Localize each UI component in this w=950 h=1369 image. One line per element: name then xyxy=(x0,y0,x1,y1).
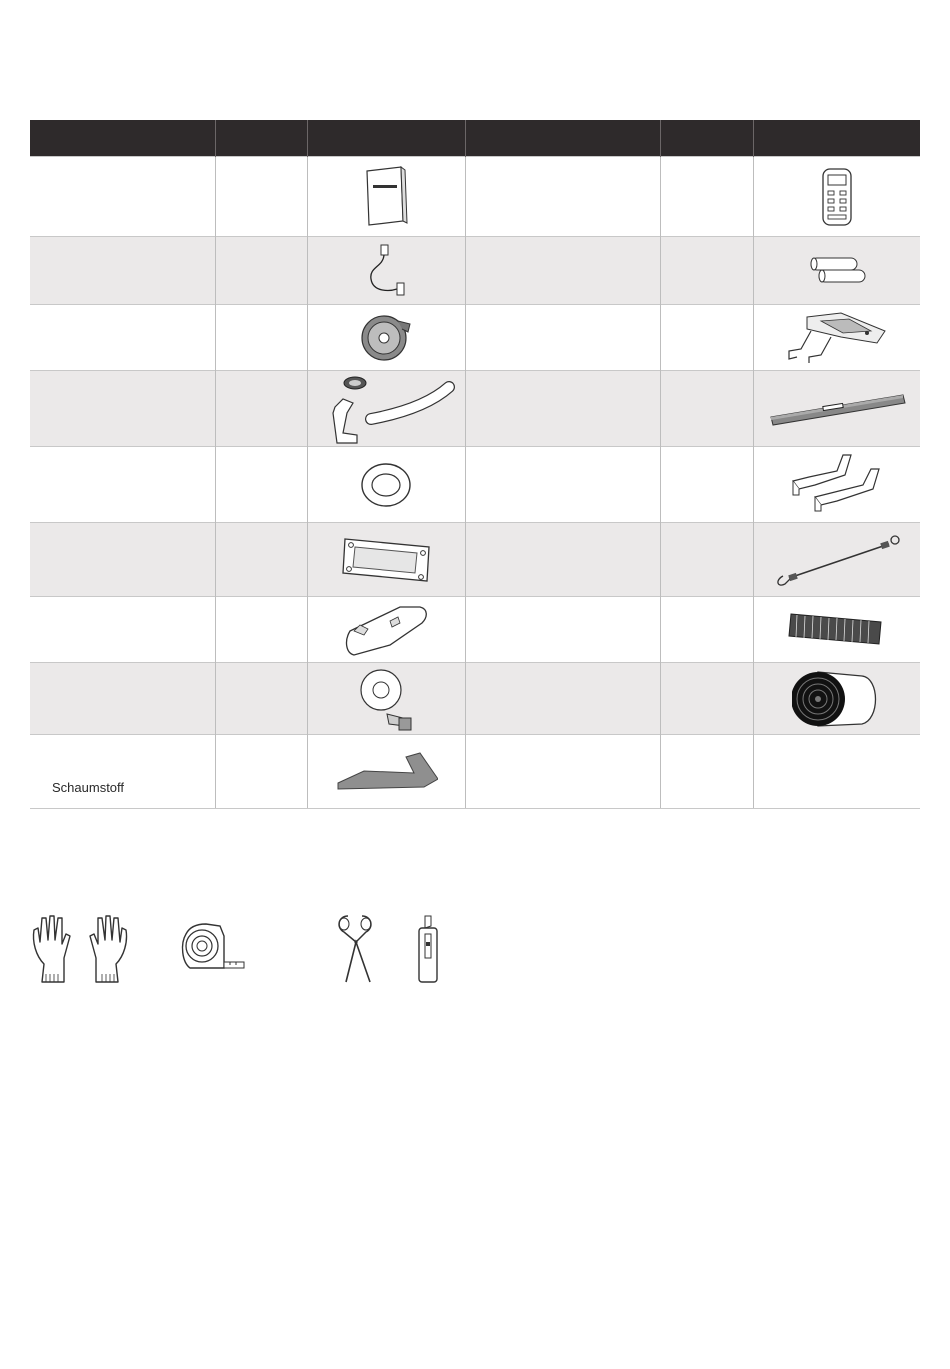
quantity-cell xyxy=(660,735,753,809)
tape-measure-icon xyxy=(180,922,246,978)
window-slider-rail-icon xyxy=(767,387,907,431)
part-image-cell xyxy=(307,597,465,663)
part-name-cell xyxy=(465,447,660,523)
part-name-cell xyxy=(465,157,660,237)
table-row xyxy=(30,237,920,305)
part-image-cell xyxy=(753,447,920,523)
part-name-cell xyxy=(465,371,660,447)
parts-table xyxy=(30,120,920,809)
eye-bolt-washer-icon xyxy=(353,666,419,732)
column-header xyxy=(465,120,660,157)
tape-roll-icon xyxy=(358,312,414,364)
safety-wire-icon xyxy=(771,530,903,590)
part-name-cell xyxy=(465,237,660,305)
cable-icon xyxy=(361,241,411,301)
part-image-cell xyxy=(753,371,920,447)
part-image-cell xyxy=(307,735,465,809)
column-header xyxy=(660,120,753,157)
scissors-icon xyxy=(330,912,380,984)
required-tools xyxy=(30,912,470,992)
foam-strip-icon xyxy=(334,747,438,797)
quantity-cell xyxy=(215,447,307,523)
quantity-cell xyxy=(660,663,753,735)
quantity-cell xyxy=(215,371,307,447)
part-name-cell xyxy=(30,447,215,523)
part-image-cell xyxy=(307,663,465,735)
cover-plate-icon xyxy=(337,533,435,587)
quantity-cell xyxy=(215,305,307,371)
part-name-cell: Schaumstoff xyxy=(30,735,215,809)
part-image-cell xyxy=(753,735,920,809)
drain-connector-hose-icon xyxy=(313,373,459,445)
part-image-cell xyxy=(307,371,465,447)
part-name-cell xyxy=(30,305,215,371)
part-image-cell xyxy=(753,663,920,735)
part-image-cell xyxy=(753,157,920,237)
quantity-cell xyxy=(215,237,307,305)
table-row xyxy=(30,447,920,523)
quantity-cell xyxy=(660,371,753,447)
exhaust-hose-icon xyxy=(792,668,882,730)
part-image-cell xyxy=(307,237,465,305)
part-image-cell xyxy=(307,305,465,371)
part-name-cell xyxy=(30,523,215,597)
table-header-row xyxy=(30,120,920,157)
column-header xyxy=(215,120,307,157)
brush-strip-icon xyxy=(787,610,887,650)
quantity-cell xyxy=(215,735,307,809)
quantity-cell xyxy=(215,523,307,597)
support-brackets-icon xyxy=(787,451,887,519)
part-name-cell xyxy=(465,663,660,735)
column-header xyxy=(753,120,920,157)
remote-control-icon xyxy=(820,167,854,227)
quantity-cell xyxy=(660,523,753,597)
quantity-cell xyxy=(660,157,753,237)
part-name-cell xyxy=(465,305,660,371)
part-name-cell xyxy=(30,663,215,735)
part-name-cell xyxy=(30,157,215,237)
part-name-cell xyxy=(30,597,215,663)
part-image-cell xyxy=(753,523,920,597)
table-row xyxy=(30,597,920,663)
part-name-cell xyxy=(30,371,215,447)
part-image-cell xyxy=(753,237,920,305)
part-image-cell xyxy=(307,447,465,523)
table-row xyxy=(30,305,920,371)
quantity-cell xyxy=(660,597,753,663)
table-row xyxy=(30,523,920,597)
part-name-cell xyxy=(465,597,660,663)
manual-icon xyxy=(361,165,411,229)
part-name-cell xyxy=(30,237,215,305)
quantity-cell xyxy=(215,157,307,237)
table-row xyxy=(30,157,920,237)
column-header xyxy=(307,120,465,157)
part-image-cell xyxy=(753,305,920,371)
quantity-cell xyxy=(660,447,753,523)
clip-cover-icon xyxy=(340,601,432,659)
window-bracket-icon xyxy=(781,309,893,367)
table-row xyxy=(30,735,920,809)
part-image-cell xyxy=(307,157,465,237)
quantity-cell xyxy=(660,237,753,305)
part-name-cell xyxy=(465,735,660,809)
utility-knife-icon xyxy=(415,914,441,986)
quantity-cell xyxy=(215,663,307,735)
quantity-cell xyxy=(215,597,307,663)
part-image-cell xyxy=(753,597,920,663)
part-image-cell xyxy=(307,523,465,597)
gloves-icon xyxy=(30,912,130,988)
quantity-cell xyxy=(660,305,753,371)
part-name-cell xyxy=(465,523,660,597)
table-row xyxy=(30,371,920,447)
column-header xyxy=(30,120,215,157)
rubber-ring-icon xyxy=(358,460,414,510)
batteries-icon xyxy=(805,254,869,288)
table-row xyxy=(30,663,920,735)
